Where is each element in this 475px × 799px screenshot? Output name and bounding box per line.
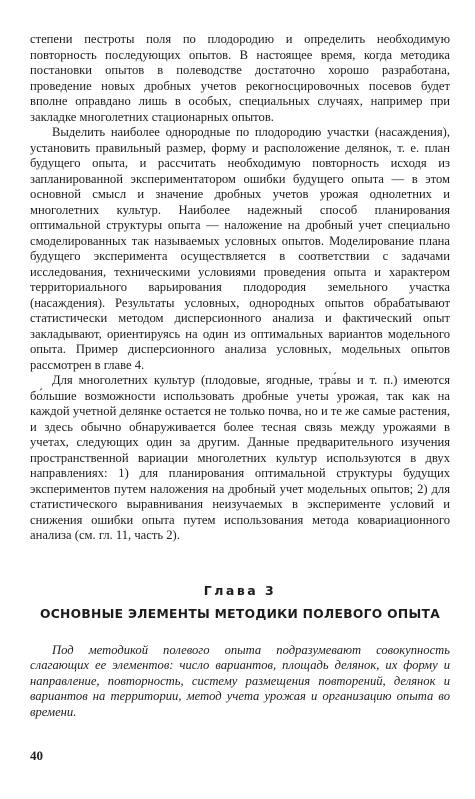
- paragraph-3: Для многолетних культур (плодовые, ягодные, тра́вы и т. п.) имеются бо́льшие возможности использовать дробные учеты урожая, так как на каждой учетной делянке остается не только почва, но и те же самые растения, и здесь обычно обнаруживается более тесная связь между урожаями в учетах, следующих один за другим. Данные предварительного изучения пространственной вариации многолетних культур используются в двух направлениях: 1) для планирования оптимальной структуры будущих экспериментов путем наложения на дробный учет модельных опытов; 2) для статистического выравнивания неизучаемых в эксперименте условий и снижения ошибки опыта путем использования метода ковариационного анализа (см. гл. 11, часть 2).: [30, 373, 450, 542]
- chapter-intro: Под методикой полевого опыта подразумевают совокупность слагающих ее элементов: число вариантов, площадь делянок, их форму и направление, повторность, систему размещения повторений, делянок и вариантов на территории, метод учета урожая и организацию опыта во времени.: [30, 642, 450, 719]
- page-body: [30, 32, 450, 733]
- page-number: 40: [30, 748, 43, 763]
- paragraph-1: степени пестроты поля по плодородию и определить необходимую повторность последующих опытов. В настоящее время, когда методика постановки опытов в полеводстве достаточно хорошо разработана, проведение новых дробных учетов рекогносцировочных посевов будет вполне оправдано лишь в особых, специальных случаях, например при закладке многолетних стационарных опытов.: [30, 32, 450, 124]
- chapter-title: ОСНОВНЫЕ ЭЛЕМЕНТЫ МЕТОДИКИ ПОЛЕВОГО ОПЫТА: [39, 606, 441, 621]
- paragraph-2: Выделить наиболее однородные по плодородию участки (насаждения), установить правильный размер, форму и расположение делянок, т. е. план будущего опыта, и рассчитать необходимую повторность исходя из запланированной экспериментатором ошибки будущего опыта — в этом основной смысл и значение дробных учетов урожая однолетних и многолетних культур. Наиболее надежный способ планирования оптимальной структуры опыта — наложение на дробный учет специально смоделированных так называемых условных опытов. Моделирование плана будущего эксперимента осуществляется в соответствии с задачами исследования, техническими условиями проведения опыта и характером территориального варьирования плодородия земельного участка (насаждения). Результаты условных, однородных опытов обрабатывают статистически методом дисперсионного анализа и фактический опыт закладывают, ориентируясь на один из оптимальных вариантов модельного опыта. Пример дисперсионного анализа условных, модельных опытов рассмотрен в главе 4.: [30, 125, 450, 372]
- chapter-label: Глава 3: [203, 582, 277, 598]
